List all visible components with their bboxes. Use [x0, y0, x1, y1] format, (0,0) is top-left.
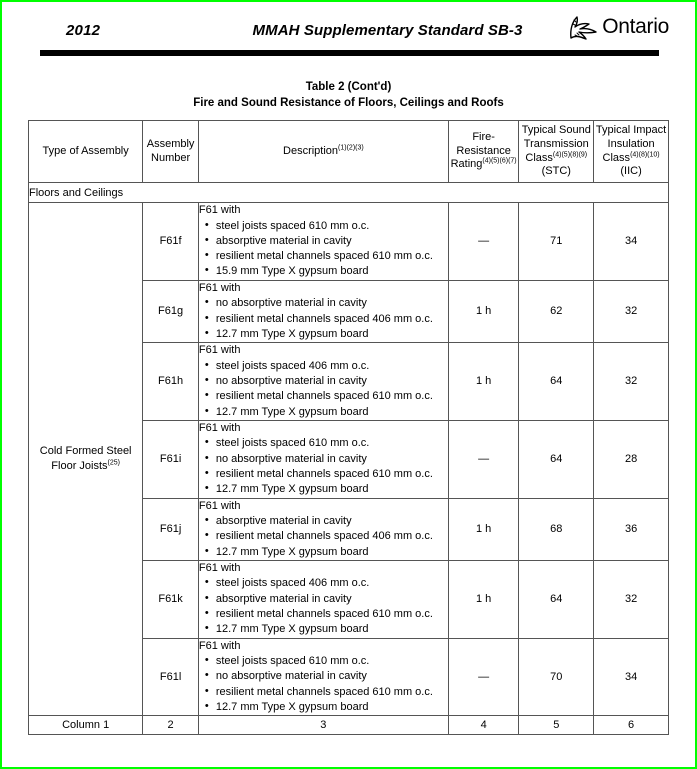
- header-assembly-number-line2: Number: [151, 151, 191, 164]
- iic-value-cell: 28: [594, 420, 669, 498]
- table-caption-line1: Table 2 (Cont'd): [305, 81, 392, 93]
- description-item: • 15.9 mm Type X gypsum board: [205, 264, 448, 278]
- header-fire-line3: Rating: [450, 158, 483, 171]
- description-item: • steel joists spaced 610 mm o.c.: [205, 219, 448, 233]
- description-cell: [198, 203, 448, 281]
- assembly-number-cell: F61g: [143, 280, 199, 342]
- assembly-type-superscript: (25): [107, 459, 120, 467]
- fire-resistance-rating-cell: 1 h: [448, 280, 519, 342]
- description-item: • absorptive material in cavity: [205, 234, 448, 248]
- column-number-row: [29, 716, 669, 735]
- description-item: • resilient metal channels spaced 610 mm o.c.: [205, 249, 448, 263]
- description-item: • steel joists spaced 610 mm o.c.: [205, 436, 448, 450]
- header-assembly-number-line1: Assembly: [146, 137, 195, 150]
- description-cell: [198, 498, 448, 560]
- fire-sound-resistance-table: [28, 120, 669, 735]
- iic-value-cell: 32: [594, 280, 669, 342]
- stc-value-cell: 64: [519, 560, 594, 638]
- description-heading: F61 with: [198, 421, 241, 434]
- table-header: [29, 121, 669, 183]
- header-iic: [594, 121, 669, 183]
- description-item: • 12.7 mm Type X gypsum board: [205, 545, 448, 559]
- header-iic-line1: Typical Impact: [595, 124, 667, 137]
- fire-resistance-rating-cell: —: [448, 203, 519, 281]
- iic-value-cell: 34: [594, 638, 669, 716]
- ontario-trillium-icon: [565, 12, 599, 42]
- description-item: • resilient metal channels spaced 406 mm o.c.: [205, 529, 448, 543]
- document-title: MMAH Supplementary Standard SB-3: [252, 21, 523, 39]
- header-stc-abbrev: (STC): [541, 165, 571, 178]
- assembly-type-line2-wrap: [29, 459, 142, 474]
- header-stc-line2: Transmission: [523, 137, 589, 150]
- column-number-3: 3: [198, 716, 448, 735]
- description-heading: F61 with: [198, 561, 241, 574]
- iic-value-cell: 34: [594, 203, 669, 281]
- header-stc-line3-wrap: [519, 152, 593, 166]
- table-caption-line2: Fire and Sound Resistance of Floors, Ceilings and Roofs: [193, 96, 504, 109]
- header-fire-line2: Resistance: [456, 144, 511, 157]
- assembly-type-line1: Cold Formed Steel: [39, 445, 132, 458]
- header-iic-superscript: (4)(8)(10): [630, 150, 660, 158]
- stc-value-cell: 68: [519, 498, 594, 560]
- stc-value-cell: 62: [519, 280, 594, 342]
- description-item: • resilient metal channels spaced 406 mm o.c.: [205, 312, 448, 326]
- description-item: • absorptive material in cavity: [205, 592, 448, 606]
- description-item: • 12.7 mm Type X gypsum board: [205, 700, 448, 714]
- description-list: [199, 219, 448, 279]
- ontario-logo: [565, 12, 669, 42]
- header-stc-line1: Typical Sound: [521, 124, 591, 137]
- table-caption: [28, 80, 669, 111]
- iic-value-cell: 36: [594, 498, 669, 560]
- description-heading: F61 with: [198, 639, 241, 652]
- fire-resistance-rating-cell: —: [448, 420, 519, 498]
- description-item: • 12.7 mm Type X gypsum board: [205, 327, 448, 341]
- header-iic-abbrev: (IIC): [620, 165, 642, 178]
- section-header-label: Floors and Ceilings: [29, 183, 669, 203]
- column-number-2: 2: [143, 716, 199, 735]
- fire-resistance-rating-cell: —: [448, 638, 519, 716]
- description-heading: F61 with: [198, 281, 241, 294]
- description-heading: F61 with: [198, 499, 241, 512]
- assembly-type-cell: [29, 203, 143, 716]
- column-number-1: Column 1: [29, 716, 143, 735]
- description-cell: [198, 343, 448, 421]
- description-item: • steel joists spaced 610 mm o.c.: [205, 654, 448, 668]
- assembly-number-cell: F61k: [143, 560, 199, 638]
- column-number-4: 4: [448, 716, 519, 735]
- header-type-of-assembly-label: Type of Assembly: [42, 144, 129, 157]
- description-cell: [198, 280, 448, 342]
- description-item: • steel joists spaced 406 mm o.c.: [205, 576, 448, 590]
- description-list: [199, 359, 448, 419]
- header-assembly-number: [143, 121, 199, 183]
- header-rule: [40, 50, 659, 56]
- description-cell: [198, 638, 448, 716]
- fire-resistance-rating-cell: 1 h: [448, 498, 519, 560]
- section-header-row: [29, 183, 669, 203]
- table-body: [29, 183, 669, 716]
- table-row: [29, 203, 669, 281]
- fire-resistance-rating-cell: 1 h: [448, 343, 519, 421]
- assembly-number-cell: F61f: [143, 203, 199, 281]
- assembly-type-line2: Floor Joists: [51, 460, 108, 473]
- description-item: • steel joists spaced 406 mm o.c.: [205, 359, 448, 373]
- table-footer: [29, 716, 669, 735]
- column-number-6: 6: [594, 716, 669, 735]
- description-item: • resilient metal channels spaced 610 mm o.c.: [205, 607, 448, 621]
- description-item: • no absorptive material in cavity: [205, 669, 448, 683]
- description-heading: F61 with: [198, 204, 241, 217]
- stc-value-cell: 70: [519, 638, 594, 716]
- stc-value-cell: 64: [519, 343, 594, 421]
- description-item: • 12.7 mm Type X gypsum board: [205, 405, 448, 419]
- header-description: [198, 121, 448, 183]
- assembly-number-cell: F61h: [143, 343, 199, 421]
- description-list: [199, 436, 448, 496]
- header-stc: [519, 121, 594, 183]
- iic-value-cell: 32: [594, 343, 669, 421]
- fire-resistance-rating-cell: 1 h: [448, 560, 519, 638]
- description-item: • resilient metal channels spaced 610 mm o.c.: [205, 685, 448, 699]
- column-number-5: 5: [519, 716, 594, 735]
- description-item: • no absorptive material in cavity: [205, 296, 448, 310]
- description-list: [199, 576, 448, 636]
- header-iic-line2: Insulation: [607, 137, 655, 150]
- assembly-number-cell: F61l: [143, 638, 199, 716]
- header-description-label: Description: [283, 144, 339, 157]
- header-type-of-assembly: [29, 121, 143, 183]
- iic-value-cell: 32: [594, 560, 669, 638]
- description-item: • absorptive material in cavity: [205, 514, 448, 528]
- description-item: • 12.7 mm Type X gypsum board: [205, 482, 448, 496]
- header-fire-superscript: (4)(5)(6)(7): [482, 157, 517, 165]
- header-stc-superscript: (4)(5)(8)(9): [552, 150, 588, 158]
- header-iic-line3: Class: [602, 151, 631, 164]
- document-header: [28, 12, 669, 48]
- stc-value-cell: 64: [519, 420, 594, 498]
- description-item: • 12.7 mm Type X gypsum board: [205, 622, 448, 636]
- assembly-number-cell: F61i: [143, 420, 199, 498]
- header-iic-line3-wrap: [594, 152, 668, 166]
- table-header-row: [29, 121, 669, 183]
- description-list: [199, 296, 448, 341]
- description-list: [199, 514, 448, 559]
- description-item: • no absorptive material in cavity: [205, 374, 448, 388]
- header-stc-line3: Class: [525, 151, 553, 164]
- description-item: • resilient metal channels spaced 610 mm o.c.: [205, 467, 448, 481]
- header-fire-resistance-rating: [448, 121, 519, 183]
- stc-value-cell: 71: [519, 203, 594, 281]
- assembly-number-cell: F61j: [143, 498, 199, 560]
- document-year: 2012: [66, 21, 101, 39]
- header-fire-line1: Fire-: [472, 130, 495, 143]
- description-list: [199, 654, 448, 714]
- description-cell: [198, 560, 448, 638]
- description-item: • resilient metal channels spaced 610 mm o.c.: [205, 389, 448, 403]
- description-item: • no absorptive material in cavity: [205, 452, 448, 466]
- header-fire-line3-wrap: [449, 158, 519, 172]
- ontario-logo-text: Ontario: [602, 15, 669, 38]
- description-cell: [198, 420, 448, 498]
- description-heading: F61 with: [198, 344, 241, 357]
- header-description-superscript: (1)(2)(3): [338, 144, 364, 151]
